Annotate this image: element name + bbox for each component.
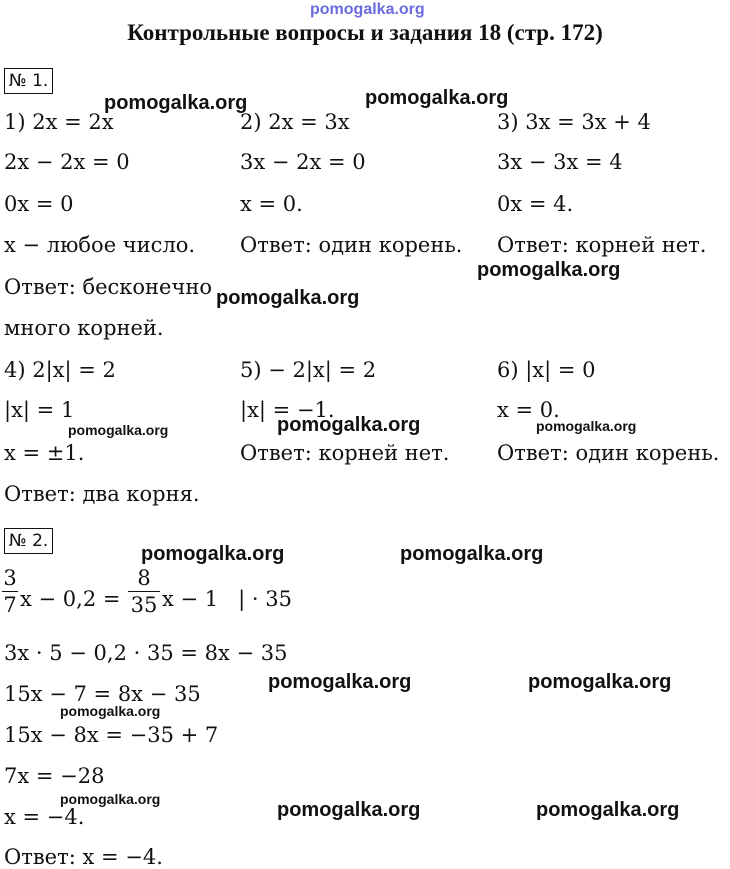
watermark: pomogalka.org bbox=[528, 671, 672, 693]
watermark: pomogalka.org bbox=[277, 414, 421, 436]
equation-line: x = ±1. bbox=[4, 441, 85, 465]
equation-line: 15x − 8x = −35 + 7 bbox=[4, 723, 219, 747]
watermark: pomogalka.org bbox=[216, 287, 360, 309]
fraction-denominator: 35 bbox=[130, 593, 158, 617]
fraction-3-7 bbox=[2, 566, 18, 617]
equation-line: 5) − 2|x| = 2 bbox=[240, 358, 377, 382]
watermark: pomogalka.org bbox=[536, 418, 637, 434]
equation-line: 3) 3x = 3x + 4 bbox=[497, 110, 651, 134]
equation-line: 4) 2|x| = 2 bbox=[4, 358, 116, 382]
fraction-denominator: 7 bbox=[3, 593, 17, 617]
answer-line: Ответ: корней нет. bbox=[240, 441, 450, 465]
answer-line: Ответ: один корень. bbox=[497, 441, 720, 465]
answer-line: Ответ: корней нет. bbox=[497, 233, 707, 257]
equation-line: x − любое число. bbox=[4, 233, 196, 257]
equation-line: x = 0. bbox=[497, 398, 560, 422]
watermark: pomogalka.org bbox=[277, 799, 421, 821]
fraction-8-35 bbox=[128, 566, 160, 617]
equation-line: 1) 2x = 2x bbox=[4, 110, 114, 134]
equation-line: 3x − 3x = 4 bbox=[497, 150, 623, 174]
watermark: pomogalka.org bbox=[536, 799, 680, 821]
answer-line: Ответ: два корня. bbox=[4, 482, 200, 506]
task2-label: № 2. bbox=[4, 528, 53, 554]
watermark: pomogalka.org bbox=[104, 92, 248, 114]
watermark: pomogalka.org bbox=[365, 87, 509, 109]
equation-line: x − 1 | · 35 bbox=[162, 587, 292, 611]
equation-line: 0x = 4. bbox=[497, 192, 574, 216]
task1-label: № 1. bbox=[4, 68, 53, 94]
equation-line: x − 0,2 = bbox=[20, 587, 121, 611]
equation-line: x = −4. bbox=[4, 805, 85, 829]
answer-line: Ответ: x = −4. bbox=[4, 845, 163, 869]
equation-line: 2) 2x = 3x bbox=[240, 110, 350, 134]
answer-line: Ответ: бесконечно bbox=[4, 275, 213, 299]
equation-line: 15x − 7 = 8x − 35 bbox=[4, 682, 201, 706]
equation-line: 6) |x| = 0 bbox=[497, 358, 596, 382]
equation-line: 3x · 5 − 0,2 · 35 = 8x − 35 bbox=[4, 641, 288, 665]
watermark: pomogalka.org bbox=[400, 543, 544, 565]
fraction-bar bbox=[128, 591, 160, 592]
answer-line: много корней. bbox=[4, 316, 164, 340]
fraction-numerator: 8 bbox=[137, 566, 151, 590]
equation-line: |x| = −1. bbox=[240, 398, 335, 422]
watermark: pomogalka.org bbox=[141, 543, 285, 565]
equation-line: 0x = 0 bbox=[4, 192, 74, 216]
watermark-top: pomogalka.org bbox=[310, 1, 425, 18]
equation-line: 2x − 2x = 0 bbox=[4, 150, 130, 174]
watermark: pomogalka.org bbox=[68, 422, 169, 438]
watermark: pomogalka.org bbox=[477, 259, 621, 281]
watermark: pomogalka.org bbox=[60, 703, 161, 719]
answer-line: Ответ: один корень. bbox=[240, 233, 463, 257]
equation-line: x = 0. bbox=[240, 192, 303, 216]
equation-line: 3x − 2x = 0 bbox=[240, 150, 366, 174]
watermark: pomogalka.org bbox=[60, 791, 161, 807]
page-title: Контрольные вопросы и задания 18 (стр. 172) bbox=[127, 20, 603, 45]
equation-line: |x| = 1 bbox=[4, 398, 75, 422]
watermark: pomogalka.org bbox=[268, 671, 412, 693]
fraction-bar bbox=[2, 591, 18, 592]
fraction-numerator: 3 bbox=[3, 566, 17, 590]
equation-line: 7x = −28 bbox=[4, 764, 105, 788]
